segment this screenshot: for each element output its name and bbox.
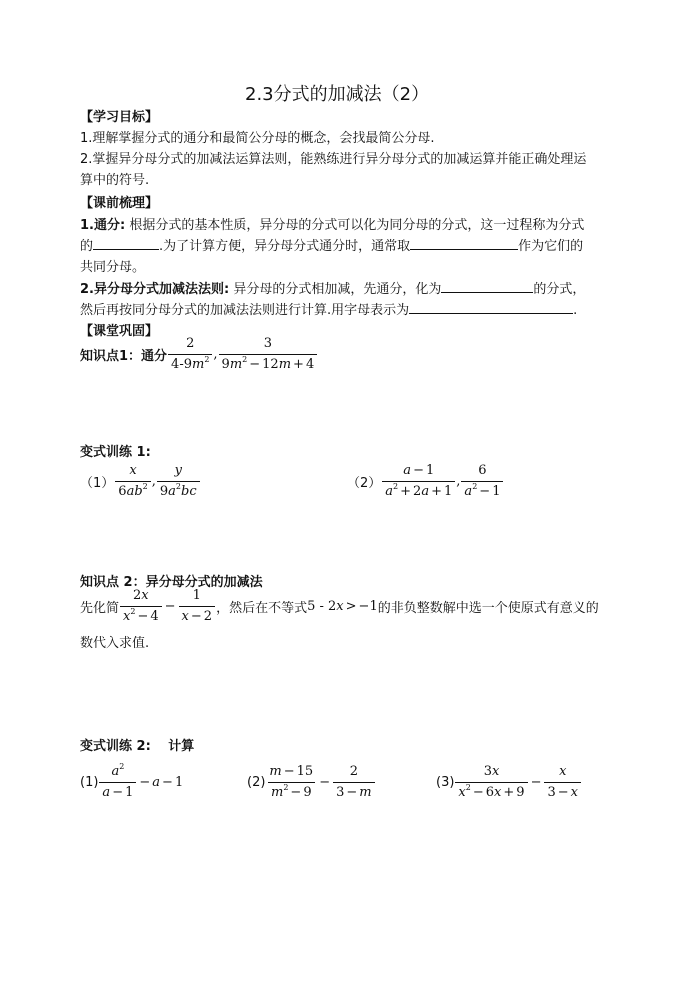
review-p2-label: 2.异分母分式加减法法则:: [80, 282, 230, 297]
v2-q1-label: (1): [80, 775, 99, 790]
goal-item-1: 1.理解掌握分式的通分和最简公分母的概念，会找最简公分母.: [80, 131, 435, 146]
variant-1-q1: [80, 463, 201, 500]
variant-1-header: 变式训练 1:: [80, 445, 151, 460]
review-p2-line1: [80, 278, 585, 297]
review-p2-text-b2: .: [573, 303, 578, 318]
v2-q3-fraction-1: $\frac{3x}{x^2 - 6x + 9}$: [455, 764, 527, 801]
fill-blank-2[interactable]: [410, 237, 518, 250]
v2-q2-fraction-1: $\frac{m - 15}{m^2 - 9}$: [269, 764, 314, 800]
k2-label: 知识点 2：异分母分式的加减法: [80, 575, 263, 590]
review-p1-line2: [80, 235, 583, 254]
v1-q2-fraction-1: $\frac{a - 1}{a^2 + 2a + 1}$: [382, 463, 455, 500]
review-p1-text-b1: 的: [80, 239, 94, 254]
v1-q2-comma: ,: [456, 474, 461, 489]
k1-f1-denominator: $4-9m^2$: [168, 354, 212, 373]
k1-fraction-1: [168, 336, 212, 373]
v1-q2-fraction-2: $\frac{6}{a^2 - 1}$: [461, 463, 503, 500]
k2-fraction-2: $\frac{1}{x - 2}$: [179, 588, 216, 625]
k2-text-1: 先化简: [80, 601, 120, 616]
review-p1-text-b3: 作为它们的: [518, 239, 584, 254]
knowledge-point-1: [80, 336, 318, 373]
v1-q1-fraction-2: $\frac{y}{9a^2bc}$: [157, 463, 200, 500]
goal-item-2a: 2.掌握异分母分式的加减法运算法则，能熟练进行异分母分式的加减运算并能正确处理运: [80, 152, 587, 167]
k1-fraction-2: [219, 336, 318, 373]
k2-text-3: 的非负整数解中选一个使原式有意义的: [377, 601, 599, 616]
review-p2-line2: [80, 299, 577, 318]
k2-text-2: ，然后在不等式: [216, 601, 308, 616]
k1-f2-denominator: $9m^2 - 12m + 4$: [219, 354, 318, 373]
v1-q2-label: （2）: [347, 476, 382, 491]
k2-problem-line2: 数代入求值.: [80, 636, 150, 651]
variant-2-q3: (3) $\frac{3x}{x^2 - 6x + 9}$ − $\frac{x}{3 - x}$: [436, 764, 582, 801]
k1-f2-numerator: 3: [263, 336, 273, 351]
k2-problem-line1: 先化简 $\frac{2x}{x^2 - 4}$ − $\frac{1}{x - 2}$ ，然后在不等式 5 - 2x > −1 的非负整数解中选一个使原式有意义的: [80, 588, 599, 624]
review-p2-text-a2: 的分式，: [533, 282, 586, 297]
k2-fraction-1: $\frac{2x}{x^2 - 4}$: [120, 588, 162, 625]
section-goals-header: 【学习目标】: [80, 110, 159, 125]
fill-blank-1[interactable]: [93, 237, 159, 250]
k1-f1-numerator: 2: [186, 336, 195, 351]
v2-q1-fraction: $\frac{a^2}{a - 1}$: [99, 764, 136, 801]
k1-label: 知识点1：通分: [80, 349, 168, 364]
variant-2-q2: (2) $\frac{m - 15}{m^2 - 9}$ − $\frac{2}{3 - m}$: [247, 764, 376, 801]
review-p1-label: 1.通分:: [80, 218, 126, 233]
k1-comma: ,: [213, 347, 218, 362]
variant-2-header: 变式训练 2: 计算: [80, 739, 195, 754]
page-title: 2.3分式的加减法（2）: [245, 84, 430, 105]
v1-q1-label: （1）: [80, 476, 115, 491]
section-review-header: 【课前梳理】: [80, 196, 159, 211]
v2-q2-label: (2): [247, 775, 266, 790]
v1-q1-fraction-1: $\frac{x}{6ab^2}$: [115, 463, 150, 500]
v2-q3-fraction-2: $\frac{x}{3 - x}$: [544, 764, 581, 801]
k2-inequality: 5 - 2x > −1: [307, 599, 378, 614]
v1-q1-comma: ,: [151, 474, 156, 489]
review-p2-text-b1: 然后再按同分母分式的加减法法则进行计算.用字母表示为: [80, 303, 410, 318]
review-p1-text-b2: .为了计算方便，异分母分式通分时，通常取: [159, 239, 411, 254]
review-p2-text-a1: 异分母的分式相加减，先通分，化为: [229, 282, 442, 297]
variant-1-q2: [347, 463, 504, 500]
v2-q2-fraction-2: $\frac{2}{3 - m}$: [333, 764, 375, 801]
v2-q3-label: (3): [436, 775, 455, 790]
fill-blank-3[interactable]: [441, 280, 533, 293]
review-p1-text-a: 根据分式的基本性质，异分母的分式可以化为同分母的分式，这一过程称为分式: [125, 218, 585, 233]
goal-item-2b: 算中的符号.: [80, 173, 150, 188]
section-practice-header: 【课堂巩固】: [80, 324, 159, 339]
review-p1-line3: 共同分母。: [80, 260, 146, 275]
fill-blank-4[interactable]: [409, 301, 573, 314]
variant-2-q1: (1) $\frac{a^2}{a - 1}$ − a − 1: [80, 762, 184, 800]
review-p1-line1: [80, 214, 584, 233]
